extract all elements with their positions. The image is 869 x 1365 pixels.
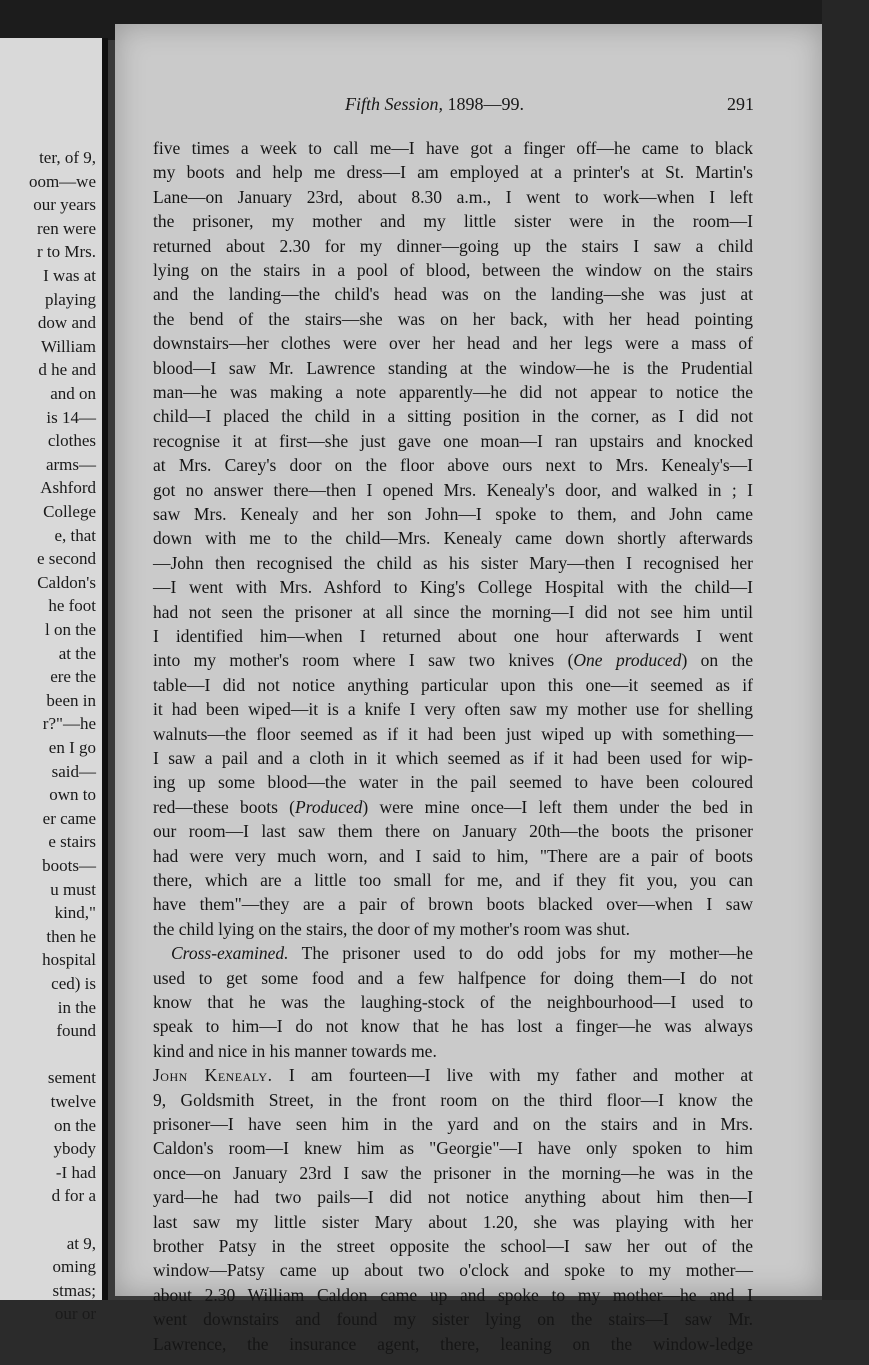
text-line bbox=[153, 526, 753, 550]
background-right bbox=[822, 0, 869, 1365]
text-line bbox=[153, 1307, 753, 1331]
text-segment: know that he was the laughing-stock of the neighbourhood—I used to bbox=[153, 992, 753, 1012]
text-segment: I identified him—when I returned about one hour afterwards I went bbox=[153, 626, 753, 646]
text-segment: The prisoner used to do odd jobs for my mother—he bbox=[288, 943, 753, 964]
text-segment: got no answer there—then I opened Mrs. Kenealy's door, and walked in ; I bbox=[153, 479, 753, 500]
left-page-line: oom—we bbox=[28, 171, 96, 191]
main-page bbox=[115, 24, 822, 1354]
text-segment: went downstairs and found my sister lying on the stairs—I saw Mr. bbox=[153, 1309, 753, 1330]
text-line bbox=[153, 356, 753, 380]
text-segment: ) on the bbox=[681, 650, 753, 671]
text-segment: walnuts—the floor seemed as if it had been just wiped up with something— bbox=[153, 723, 753, 744]
page-number: 291 bbox=[727, 94, 754, 114]
text-segment: down with me to the child—Mrs. Kenealy came down shortly afterwards bbox=[153, 528, 753, 549]
left-page-line: l on the bbox=[45, 620, 96, 639]
text-segment: returned about 2.30 for my dinner—going up the stairs I saw a child bbox=[153, 235, 753, 256]
text-line bbox=[153, 380, 753, 404]
text-line bbox=[153, 673, 753, 697]
text-line bbox=[153, 1136, 753, 1160]
text-line bbox=[153, 1210, 753, 1234]
left-page-line: found bbox=[56, 1021, 96, 1041]
text-segment: once—on January 23rd I saw the prisoner in the morning—he was in the bbox=[153, 1162, 753, 1183]
text-segment: our room—I last saw them there on January 20th—the boots the prisoner bbox=[153, 821, 753, 842]
text-line bbox=[153, 868, 753, 892]
text-line bbox=[153, 551, 753, 575]
text-line bbox=[153, 1014, 753, 1038]
text-segment: table—I did not notice anything particular upon this one—it seemed as if bbox=[153, 674, 753, 695]
left-page-line: Caldon's bbox=[37, 572, 96, 592]
text-line bbox=[153, 1063, 753, 1087]
text-line bbox=[153, 282, 753, 306]
left-page-line: said— bbox=[51, 761, 96, 781]
text-segment: ) were mine once—I left them under the bed in bbox=[362, 796, 753, 817]
left-page-line: d for a bbox=[51, 1186, 96, 1206]
left-page-line: William bbox=[40, 336, 96, 356]
text-segment: downstairs—her clothes were over her head and her legs were a mass of bbox=[153, 333, 753, 354]
text-line bbox=[153, 795, 753, 819]
text-line bbox=[153, 819, 753, 843]
left-page-line: r?"—he bbox=[42, 714, 96, 734]
text-line bbox=[153, 1112, 753, 1136]
text-line bbox=[153, 892, 753, 916]
left-page-line: ter, of 9, bbox=[39, 148, 96, 167]
left-page-line: own to bbox=[49, 785, 96, 805]
text-segment: have them"—they are a pair of brown boots blacked over—when I saw bbox=[153, 894, 753, 915]
left-page-line: e stairs bbox=[48, 832, 96, 852]
text-segment: lying on the stairs in a pool of blood, between the window on the stairs bbox=[153, 260, 753, 280]
text-segment: I am fourteen—I live with my father and mother at bbox=[272, 1065, 753, 1086]
text-segment: prisoner—I have seen him in the yard and on the stairs and in Mrs. bbox=[153, 1114, 753, 1134]
text-segment: kind and nice in his manner towards me. bbox=[153, 1040, 437, 1061]
italic-phrase: One produced bbox=[573, 650, 682, 671]
left-page-line: e, that bbox=[54, 525, 96, 545]
left-page-line: ybody bbox=[53, 1139, 96, 1159]
text-line bbox=[153, 844, 753, 868]
text-line bbox=[153, 1234, 753, 1258]
left-page-line: in the bbox=[57, 997, 96, 1017]
left-page-line: our years bbox=[33, 195, 96, 215]
text-segment: about 2.30 William Caldon came up and spoke to my mother—he and I bbox=[153, 1284, 753, 1305]
text-line bbox=[153, 258, 753, 282]
text-segment: yard—he had two pails—I did not notice anything about him then—I bbox=[153, 1187, 753, 1208]
left-page-line: oming bbox=[52, 1257, 96, 1277]
text-segment: into my mother's room where I saw two knives ( bbox=[153, 650, 574, 671]
text-segment: —I went with Mrs. Ashford to King's College Hospital with the child—I bbox=[153, 577, 753, 598]
left-page-line: hospital bbox=[42, 950, 96, 970]
text-line bbox=[153, 1088, 753, 1112]
text-segment: 9, Goldsmith Street, in the front room on the third floor—I know the bbox=[153, 1089, 753, 1110]
left-page-line: ere the bbox=[50, 667, 96, 687]
text-line bbox=[153, 917, 753, 941]
text-line bbox=[153, 575, 753, 599]
left-page-line: and on bbox=[50, 384, 96, 403]
text-line bbox=[153, 234, 753, 258]
text-segment: —John then recognised the child as his sister Mary—then I recognised her bbox=[153, 552, 753, 573]
text-segment: brother Patsy in the street opposite the school—I saw her out of the bbox=[153, 1236, 753, 1256]
left-page-line: boots— bbox=[42, 856, 96, 875]
text-segment: five times a week to call me—I have got a finger off—he came to black bbox=[153, 138, 753, 158]
text-segment: had not seen the prisoner at all since the morning—I did not see him until bbox=[153, 601, 753, 622]
text-segment: Lane—on January 23rd, about 8.30 a.m., I went to work—when I left bbox=[153, 186, 753, 207]
italic-phrase: Cross-examined. bbox=[171, 943, 289, 964]
left-page-line: u must bbox=[50, 879, 96, 899]
text-segment: the child lying on the stairs, the door of my mother's room was shut. bbox=[153, 918, 631, 939]
text-segment: had were very much worn, and I said to him, "There are a pair of boots bbox=[153, 845, 753, 866]
left-page-line: arms— bbox=[45, 454, 96, 474]
text-line bbox=[153, 770, 753, 794]
left-page-line: playing bbox=[45, 289, 96, 309]
text-segment: child—I placed the child in a sitting position in the corner, as I did not bbox=[153, 406, 753, 427]
left-page-line: er came bbox=[42, 808, 96, 828]
text-segment: Lawrence, the insurance agent, there, leaning on the window-ledge bbox=[153, 1333, 753, 1354]
running-head bbox=[115, 94, 822, 118]
text-line bbox=[153, 722, 753, 746]
text-segment: last saw my little sister Mary about 1.20, she was playing with her bbox=[153, 1211, 753, 1232]
text-segment: recognise it at first—she just gave one moan—I ran upstairs and knocked bbox=[153, 430, 753, 451]
left-page-line: dow and bbox=[37, 313, 96, 333]
text-line bbox=[153, 331, 753, 355]
text-line bbox=[153, 648, 753, 672]
left-page-line: -I had bbox=[55, 1162, 96, 1182]
left-page-line: twelve bbox=[50, 1092, 96, 1111]
text-segment: the prisoner, my mother and my little sister were in the room—I bbox=[153, 211, 753, 232]
left-page-line: d he and bbox=[38, 360, 96, 380]
text-segment: saw Mrs. Kenealy and her son John—I spoke to them, and John came bbox=[153, 504, 753, 524]
text-line bbox=[153, 160, 753, 184]
text-line bbox=[153, 307, 753, 331]
text-segment: my boots and help me dress—I am employed at a printer's at St. Martin's bbox=[153, 162, 753, 183]
left-page-line: kind," bbox=[54, 903, 96, 923]
text-line bbox=[153, 1258, 753, 1282]
text-segment: red—these boots ( bbox=[153, 796, 295, 817]
text-segment: Caldon's room—I knew him as "Georgie"—I have only spoken to him bbox=[153, 1138, 753, 1159]
left-page-line: ced) is bbox=[51, 974, 96, 993]
text-segment: man—he was making a note apparently—he did not appear to notice the bbox=[153, 382, 753, 402]
text-line bbox=[153, 1283, 753, 1307]
text-line bbox=[171, 941, 753, 965]
text-line bbox=[153, 185, 753, 209]
text-segment: used to get some food and a few halfpence for doing them—I do not bbox=[153, 967, 753, 988]
italic-phrase: Produced bbox=[295, 796, 363, 817]
left-page-line: stmas; bbox=[52, 1280, 96, 1300]
text-line bbox=[153, 404, 753, 428]
left-page-line: I was at bbox=[43, 266, 96, 285]
text-segment: blood—I saw Mr. Lawrence standing at the window—he is the Prudential bbox=[153, 357, 753, 378]
left-page-line: ren were bbox=[37, 218, 96, 238]
left-page-line: he foot bbox=[48, 596, 96, 616]
left-page-line: Ashford bbox=[40, 478, 96, 498]
left-page-line: en I go bbox=[48, 738, 96, 757]
left-page-line: is 14— bbox=[46, 407, 96, 427]
left-page-line: College bbox=[43, 502, 96, 521]
text-segment: and the landing—the child's head was on the landing—she was just at bbox=[153, 284, 753, 305]
text-line bbox=[153, 429, 753, 453]
left-page-line: our or bbox=[54, 1304, 96, 1324]
left-page-line: then he bbox=[46, 926, 96, 946]
left-page-line: sement bbox=[47, 1068, 96, 1088]
text-segment: there, which are a little too small for me, and if they fit you, you can bbox=[153, 870, 753, 890]
text-line bbox=[153, 600, 753, 624]
text-line bbox=[153, 624, 753, 648]
text-line bbox=[153, 697, 753, 721]
left-page-line: at 9, bbox=[66, 1233, 96, 1253]
text-segment: it had been wiped—it is a knife I very often saw my mother use for shelling bbox=[153, 699, 753, 720]
text-segment: speak to him—I do not know that he has lost a finger—he was always bbox=[153, 1016, 753, 1037]
text-line bbox=[153, 478, 753, 502]
left-page-line: on the bbox=[53, 1115, 96, 1135]
text-line bbox=[153, 746, 753, 770]
left-page-line: clothes bbox=[47, 431, 96, 451]
text-line bbox=[153, 966, 753, 990]
text-segment: window—Patsy came up about two o'clock and spoke to my mother— bbox=[153, 1260, 753, 1281]
left-page bbox=[0, 38, 108, 1324]
running-head-title: Fifth Session, 1898—99. bbox=[345, 94, 524, 114]
text-line bbox=[153, 1332, 753, 1356]
text-line bbox=[153, 1039, 753, 1063]
text-line bbox=[153, 453, 753, 477]
text-segment: at Mrs. Carey's door on the floor above ours next to Mrs. Kenealy's—I bbox=[153, 455, 753, 476]
text-segment: ing up some blood—the water in the pail seemed to have been coloured bbox=[153, 772, 753, 793]
text-line bbox=[153, 136, 753, 160]
text-line bbox=[153, 209, 753, 233]
left-page-line: been in bbox=[46, 690, 96, 710]
text-line bbox=[153, 990, 753, 1014]
left-page-line: r to Mrs. bbox=[36, 242, 96, 262]
text-segment: the bend of the stairs—she was on her back, with her head pointing bbox=[153, 308, 753, 329]
text-segment: I saw a pail and a cloth in it which seemed as if it had been used for wip- bbox=[153, 748, 753, 768]
left-page-line: e second bbox=[36, 549, 96, 569]
left-page-line: at the bbox=[58, 643, 96, 663]
witness-name: John Kenealy. bbox=[153, 1065, 273, 1086]
text-line bbox=[153, 502, 753, 526]
text-line bbox=[153, 1185, 753, 1209]
text-line bbox=[153, 1161, 753, 1185]
